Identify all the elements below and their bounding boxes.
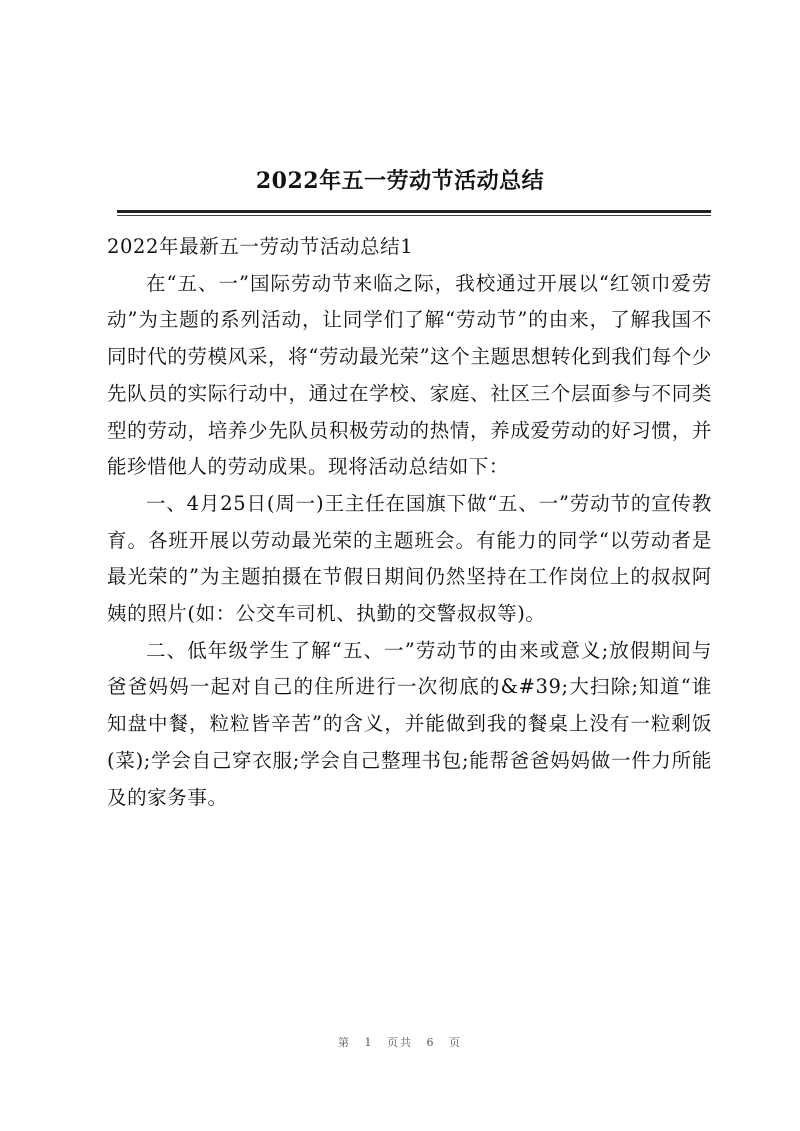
title-divider-thin — [117, 215, 711, 216]
paragraph-intro: 在“五、一”国际劳动节来临之际，我校通过开展以“红领巾爱劳动”为主题的系列活动，让同学们了解“劳动节”的由来，了解我国不同时代的劳模风采，将“劳动最光荣”这个主题思想转化到我们每个少先队员的实际行动中，通过在学校、家庭、社区三个层面参与不同类型的劳动，培养少先队员积极劳动的热情，养成爱劳动的好习惯，并能珍惜他人的劳动成果。现将活动总结如下： — [107, 271, 712, 479]
paragraph-item-2: 二、低年级学生了解“五、一”劳动节的由来或意义;放假期间与爸爸妈妈一起对自己的住所进行一次彻底的&#39;大扫除;知道“谁知盘中餐，粒粒皆辛苦”的含义，并能做到我的餐桌上没有一粒剩饭(菜);学会自己穿衣服;学会自己整理书包;能帮爸爸妈妈做一件力所能及的家务事。 — [107, 638, 712, 809]
section-heading: 2022年最新五一劳动节活动总结1 — [107, 235, 414, 258]
title-divider-thick — [117, 210, 711, 213]
page-footer — [0, 1034, 800, 1050]
footer-suffix: 页 — [449, 1036, 462, 1049]
footer-mid: 页共 — [387, 1036, 413, 1049]
footer-prefix: 第 — [338, 1036, 351, 1049]
paragraph-item-1: 一、4月25日(周一)王主任在国旗下做“五、一”劳动节的宣传教育。各班开展以劳动最光荣的主题班会。有能力的同学“以劳动者是最光荣的”为主题拍摄在节假日期间仍然坚持在工作岗位上的叔叔阿姨的照片(如：公交车司机、执勤的交警叔叔等)。 — [107, 491, 712, 626]
footer-total-pages: 6 — [426, 1036, 436, 1049]
document-title: 2022年五一劳动节活动总结 — [255, 168, 545, 194]
document-body — [107, 229, 712, 816]
footer-page-number: 1 — [364, 1036, 374, 1049]
